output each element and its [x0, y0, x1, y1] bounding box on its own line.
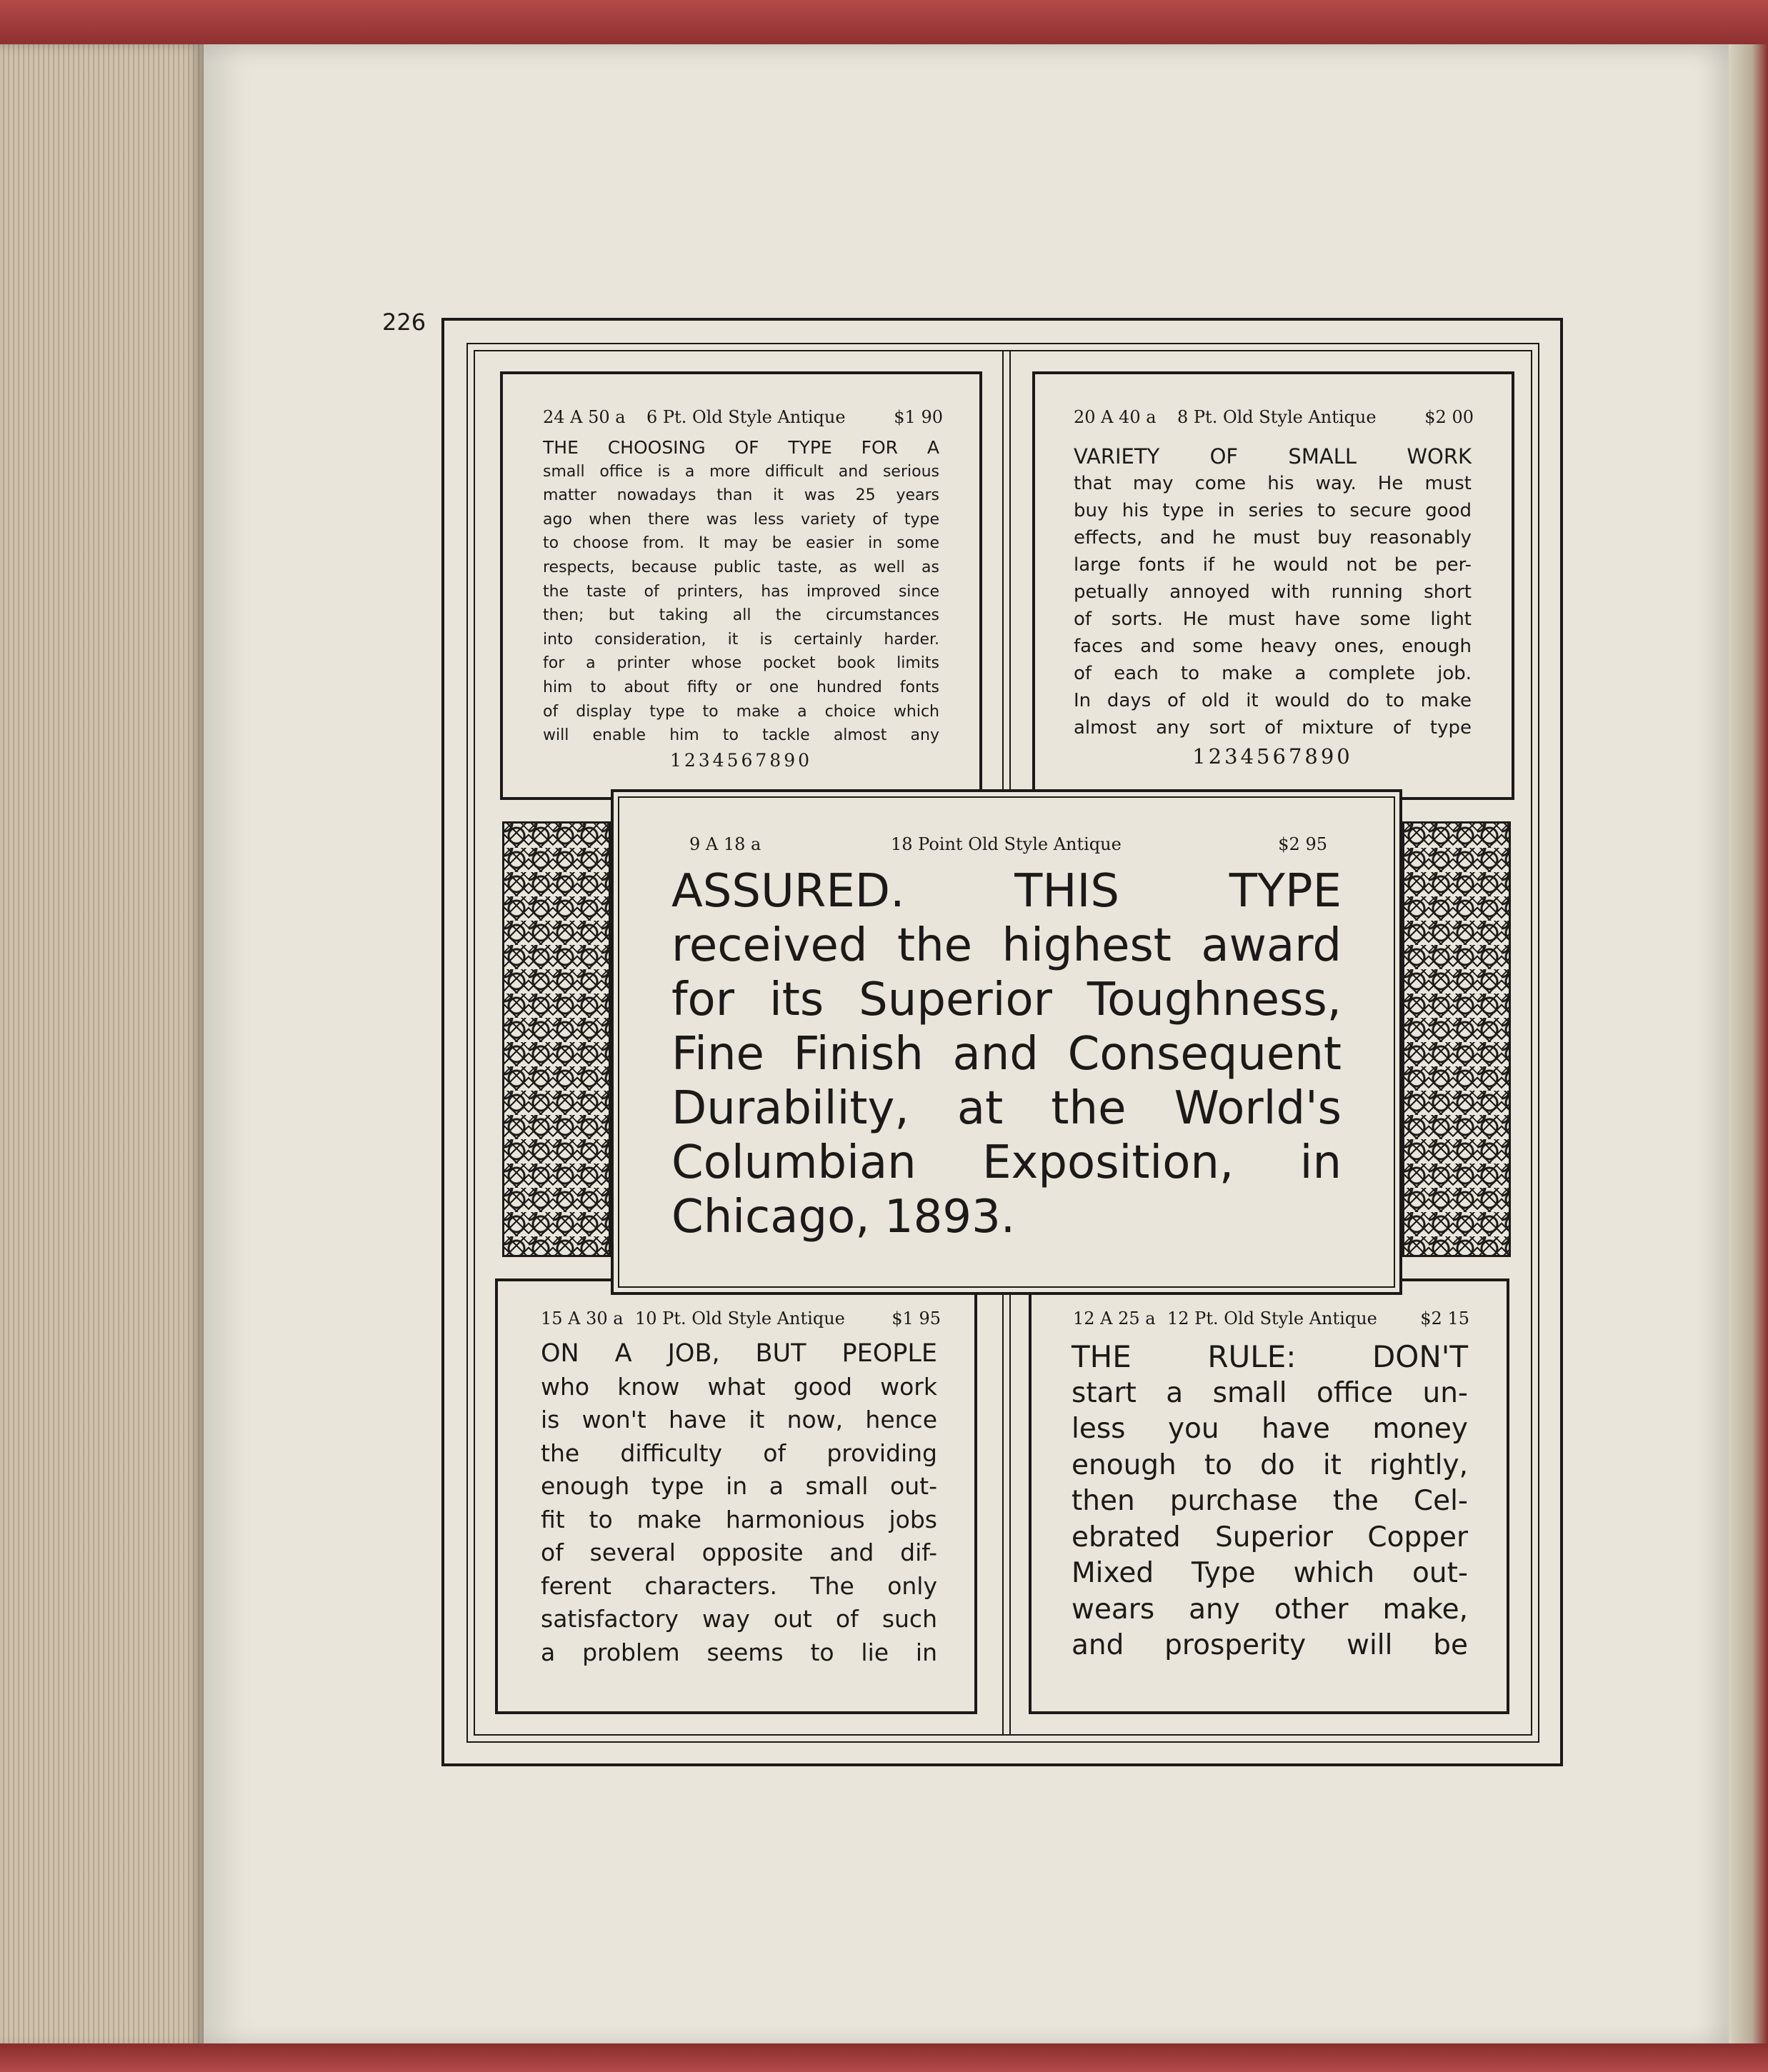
font-size-name: 12 Pt. Old Style Antique [1167, 1308, 1377, 1328]
display-line: Fine Finish and Consequent [671, 1028, 1342, 1081]
specimen-6pt-text [543, 436, 939, 748]
book-gutter [1729, 44, 1768, 2048]
font-count: 15 A 30 a [541, 1308, 624, 1328]
font-size-name: 10 Pt. Old Style Antique [635, 1308, 845, 1328]
font-price: $2 15 [1420, 1308, 1469, 1328]
book-page-edges [0, 44, 204, 2048]
specimen-8pt-spec [1074, 407, 1474, 429]
specimen-18pt-text [671, 864, 1342, 1244]
font-count: 24 A 50 a [543, 407, 626, 427]
text-line: buy his type in series to secure good [1074, 500, 1472, 521]
text-line: In days of old it would do to make [1074, 690, 1472, 711]
text-line: him to about fifty or one hundred fonts [543, 678, 939, 696]
text-line: satisfactory way out of such [541, 1605, 937, 1633]
text-line: of display type to make a choice which [543, 702, 939, 721]
text-line: into consideration, it is certainly harder. [543, 630, 939, 649]
text-line: VARIETY OF SMALL WORK [1074, 444, 1472, 469]
text-line: enough type in a small out- [541, 1472, 937, 1500]
display-line: Chicago, 1893. [671, 1191, 1016, 1243]
text-line: is won't have it now, hence [541, 1406, 937, 1433]
display-line: for its Superior Toughness, [671, 974, 1342, 1026]
font-price: $1 90 [894, 407, 943, 427]
text-line: to choose from. It may be easier in some [543, 534, 939, 553]
book-cover-bottom [0, 2043, 1768, 2072]
specimen-8pt-figures: 1234567890 [1192, 744, 1353, 769]
specimen-6pt-spec [543, 407, 943, 429]
font-count: 12 A 25 a [1073, 1308, 1156, 1328]
specimen-8pt-text [1074, 443, 1472, 741]
text-line: ebrated Superior Copper [1072, 1521, 1468, 1553]
specimen-10pt-text [541, 1337, 937, 1669]
text-line: wears any other make, [1072, 1593, 1468, 1626]
text-line: less you have money [1072, 1413, 1468, 1445]
ornament-pattern-left [502, 821, 611, 1257]
text-line: start a small office un- [1072, 1376, 1468, 1409]
text-line: of several opposite and dif- [541, 1538, 937, 1566]
font-price: $2 95 [1278, 834, 1327, 854]
text-line: the difficulty of providing [541, 1438, 937, 1467]
display-line: Durability, at the World's [671, 1082, 1342, 1135]
text-line: will enable him to tackle almost any [543, 726, 939, 745]
text-line: large fonts if he would not be per- [1074, 554, 1472, 576]
text-line: and prosperity will be [1072, 1629, 1468, 1661]
text-line: respects, because public taste, as well as [543, 558, 939, 576]
text-line: faces and some heavy ones, enough [1074, 636, 1472, 657]
text-line: matter nowadays than it was 25 years [543, 486, 939, 505]
specimen-12pt-spec [1073, 1308, 1469, 1330]
specimen-18pt-spec [689, 834, 1327, 856]
text-line: who know what good work [541, 1372, 937, 1401]
page-number: 226 [382, 309, 426, 336]
text-line: the taste of printers, has improved since [543, 582, 939, 601]
specimen-10pt-spec [541, 1308, 941, 1330]
text-line: ago when there was less variety of type [543, 510, 939, 529]
text-line: enough to do it rightly, [1072, 1448, 1468, 1481]
font-size-name: 8 Pt. Old Style Antique [1177, 407, 1377, 427]
text-line: petually annoyed with running short [1074, 581, 1472, 603]
text-line: then; but taking all the circumstances [543, 606, 939, 625]
text-line: THE CHOOSING OF TYPE FOR A [543, 437, 939, 458]
text-line: effects, and he must buy reasonably [1074, 527, 1472, 549]
text-line: almost any sort of mixture of type [1074, 717, 1472, 739]
text-line: ON A JOB, BUT PEOPLE [541, 1339, 937, 1368]
font-count: 9 A 18 a [689, 834, 761, 854]
specimen-6pt-figures: 1234567890 [669, 750, 813, 771]
text-line: that may come his way. He must [1074, 473, 1472, 494]
text-line: THE RULE: DON'T [1072, 1339, 1468, 1374]
display-line: ASSURED. THIS TYPE [671, 865, 1342, 918]
display-line: Columbian Exposition, in [671, 1136, 1342, 1189]
font-size-name: 18 Point Old Style Antique [891, 834, 1122, 854]
ornament-pattern-right [1402, 821, 1511, 1257]
text-line: ferent characters. The only [541, 1571, 937, 1600]
display-line: received the highest award [671, 919, 1342, 972]
text-line: Mixed Type which out- [1072, 1557, 1468, 1589]
text-line: of sorts. He must have some light [1074, 609, 1472, 630]
text-line: then purchase the Cel- [1072, 1485, 1468, 1517]
font-price: $1 95 [892, 1308, 941, 1328]
text-line: a problem seems to lie in [541, 1638, 937, 1666]
font-price: $2 00 [1424, 407, 1474, 427]
text-line: small office is a more difficult and serious [543, 462, 939, 481]
font-count: 20 A 40 a [1074, 407, 1157, 427]
text-line: for a printer whose pocket book limits [543, 654, 939, 673]
font-size-name: 6 Pt. Old Style Antique [646, 407, 846, 427]
text-line: fit to make harmonious jobs [541, 1505, 937, 1533]
book-cover-top [0, 0, 1768, 50]
text-line: of each to make a complete job. [1074, 663, 1472, 684]
specimen-12pt-text [1072, 1339, 1468, 1664]
